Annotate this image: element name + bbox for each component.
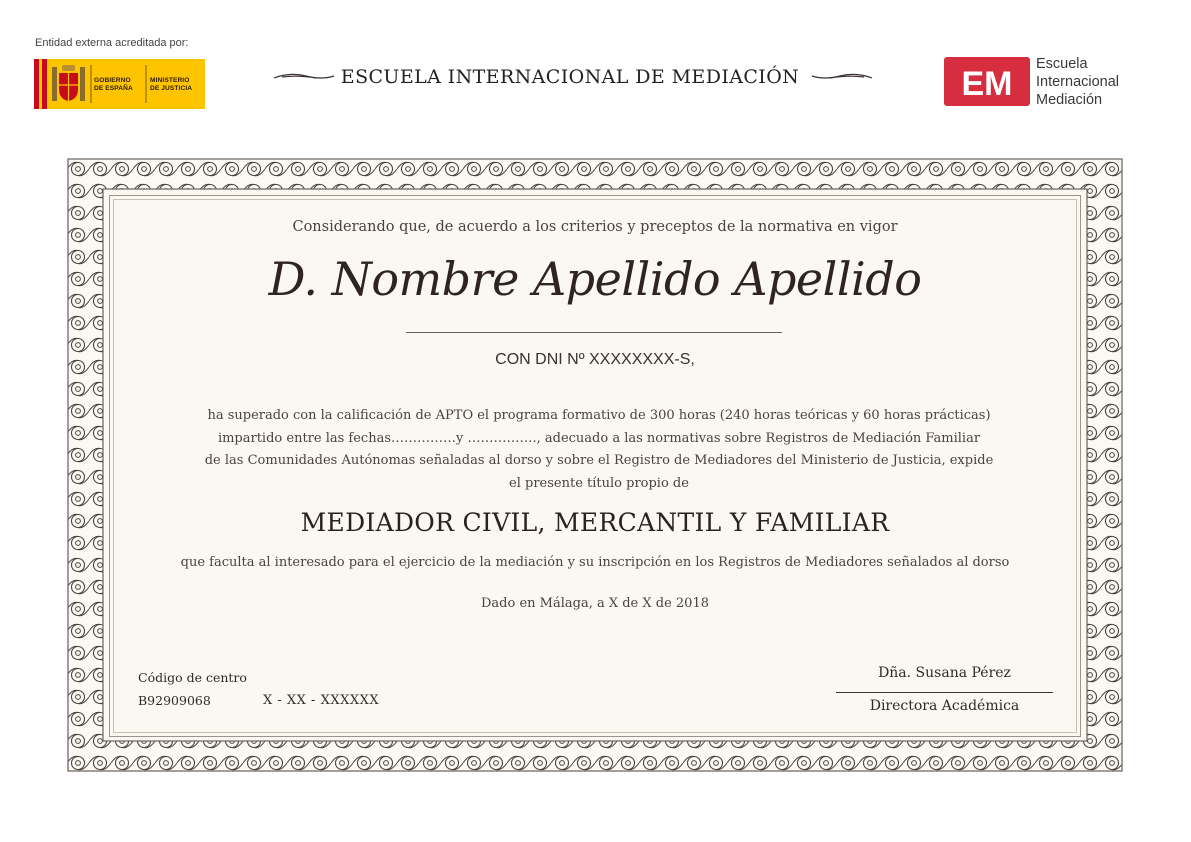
gobierno-de-espana-logo [34, 59, 205, 109]
center-code-label: Código de centro [138, 670, 247, 685]
school-title: ESCUELA INTERNACIONAL DE MEDIACIÓN [340, 66, 800, 88]
coat-of-arms-icon [52, 65, 85, 101]
body-line: ha superado con la calificación de APTO el programa formativo de 300 horas (240 horas teóricas y 60 horas prácticas) [207, 408, 991, 423]
recipient-name: D. Nombre Apellido Apellido [268, 252, 922, 306]
em-logo [944, 57, 1030, 106]
em-logo-line3: Mediación [1036, 92, 1103, 108]
signer-name: Dña. Susana Pérez [878, 665, 1011, 681]
gov-logo-line1: GOBIERNO [94, 77, 131, 84]
name-underline [406, 332, 782, 333]
em-logo-line2: Internacional [1036, 74, 1120, 90]
body-line: de las Comunidades Autónomas señaladas al dorso y sobre el Registro de Mediadores del Ministerio de Justicia, expide [204, 453, 994, 468]
faculty-statement: que faculta al interesado para el ejercicio de la mediación y su inscripción en los Registros de Mediadores señalados al dorso [180, 555, 1010, 570]
signature-line [836, 692, 1053, 693]
em-logo-line1: Escuela [1036, 56, 1088, 72]
accredited-by-label: Entidad externa acreditada por: [35, 37, 189, 49]
reference-code: X - XX - XXXXXX [263, 693, 380, 708]
em-logo-initials: EM [961, 65, 1013, 103]
center-code: B92909068 [138, 693, 211, 708]
signer-role: Directora Académica [869, 698, 1020, 714]
degree-title: MEDIADOR CIVIL, MERCANTIL Y FAMILIAR [300, 508, 890, 537]
gov-logo-line3: MINISTERIO [150, 77, 190, 84]
gov-logo-line4: DE JUSTICIA [150, 85, 193, 92]
em-logo-text [1036, 55, 1119, 109]
body-line: impartido entre las fechas……………y ……………., adecuado a las normativas sobre Registros de Mediación Familiar [217, 430, 981, 446]
title-flourish-right [810, 71, 874, 83]
issue-date: Dado en Málaga, a X de X de 2018 [481, 596, 709, 611]
certificate-body [190, 405, 1008, 495]
considering-statement: Considerando que, de acuerdo a los criterios y preceptos de la normativa en vigor [292, 219, 898, 235]
dni-line: CON DNI Nº XXXXXXXX-S, [495, 351, 695, 368]
title-flourish-left [272, 71, 336, 83]
gov-logo-line2: DE ESPAÑA [94, 85, 133, 92]
body-line: el presente título propio de [509, 475, 689, 491]
